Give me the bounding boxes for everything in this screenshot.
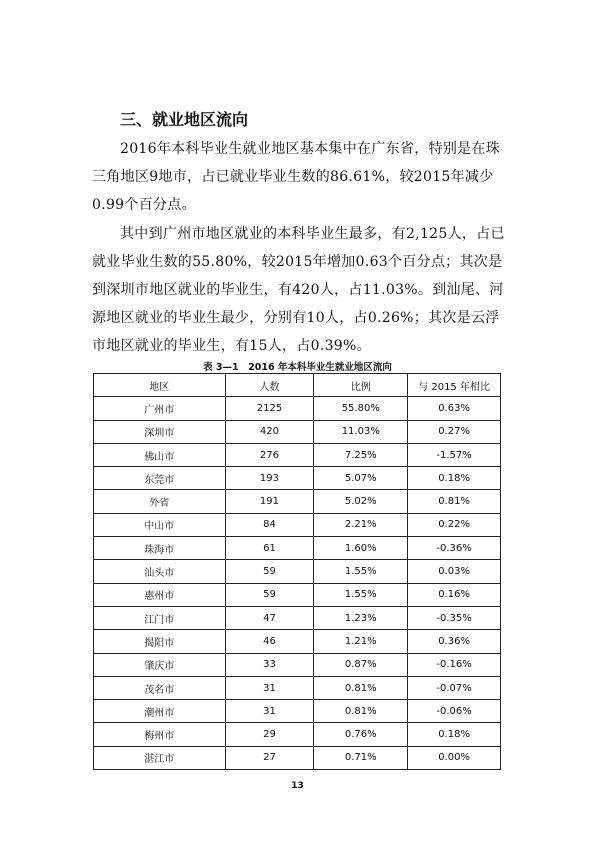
cell-ratio: 11.03% [314, 420, 408, 443]
cell-count: 84 [225, 513, 314, 536]
table-row [94, 583, 501, 606]
table-row [94, 606, 501, 629]
table-row [94, 513, 501, 536]
cell-count: 31 [225, 700, 314, 723]
cell-count: 276 [225, 443, 314, 466]
table-row [94, 397, 501, 420]
table-row [94, 746, 501, 769]
cell-change: -0.07% [408, 676, 501, 699]
cell-region: 中山市 [94, 513, 226, 536]
cell-change: 0.63% [408, 397, 501, 420]
cell-count: 31 [225, 676, 314, 699]
cell-region: 潮州市 [94, 700, 226, 723]
page-number: 13 [291, 781, 304, 791]
employment-region-table [93, 373, 501, 770]
cell-region: 东莞市 [94, 467, 226, 490]
table-row [94, 537, 501, 560]
cell-ratio: 1.55% [314, 583, 408, 606]
cell-ratio: 1.21% [314, 630, 408, 653]
cell-count: 59 [225, 583, 314, 606]
cell-ratio: 7.25% [314, 443, 408, 466]
cell-ratio: 5.07% [314, 467, 408, 490]
table-row [94, 560, 501, 583]
cell-change: 0.81% [408, 490, 501, 513]
cell-change: 0.22% [408, 513, 501, 536]
cell-region: 珠海市 [94, 537, 226, 560]
cell-change: 0.36% [408, 630, 501, 653]
table-row [94, 630, 501, 653]
cell-change: -0.16% [408, 653, 501, 676]
cell-change: -0.36% [408, 537, 501, 560]
cell-region: 佛山市 [94, 443, 226, 466]
cell-count: 46 [225, 630, 314, 653]
table-row [94, 700, 501, 723]
cell-region: 湛江市 [94, 746, 226, 769]
cell-region: 肇庆市 [94, 653, 226, 676]
cell-count: 61 [225, 537, 314, 560]
cell-region: 茂名市 [94, 676, 226, 699]
cell-ratio: 0.81% [314, 676, 408, 699]
cell-change: 0.03% [408, 560, 501, 583]
section-title: 三、就业地区流向 [120, 110, 249, 129]
cell-ratio: 1.60% [314, 537, 408, 560]
header-region: 地区 [94, 374, 226, 397]
header-ratio: 比例 [314, 374, 408, 397]
cell-change: 0.16% [408, 583, 501, 606]
cell-region: 深圳市 [94, 420, 226, 443]
cell-count: 47 [225, 606, 314, 629]
cell-ratio: 0.81% [314, 700, 408, 723]
table-row [94, 420, 501, 443]
cell-count: 29 [225, 723, 314, 746]
cell-ratio: 1.23% [314, 606, 408, 629]
cell-change: -0.35% [408, 606, 501, 629]
cell-region: 揭阳市 [94, 630, 226, 653]
header-change: 与 2015 年相比 [408, 374, 501, 397]
cell-count: 191 [225, 490, 314, 513]
cell-change: 0.00% [408, 746, 501, 769]
table-row [94, 443, 501, 466]
cell-change: -0.06% [408, 700, 501, 723]
cell-region: 外省 [94, 490, 226, 513]
cell-ratio: 55.80% [314, 397, 408, 420]
table-row [94, 490, 501, 513]
paragraph-2: 其中到广州市地区就业的本科毕业生最多，有2,125人，占已就业毕业生数的55.80%，较2015年增加0.63个百分点；其次是到深圳市地区就业的毕业生，有420人，占11.03%。到汕尾、河源地区就业的毕业生最少，分别有10人，占0.26%；其次是云浮市地区就业的毕业生，有15人，占0.39%。 [92, 226, 505, 354]
cell-count: 193 [225, 467, 314, 490]
cell-ratio: 2.21% [314, 513, 408, 536]
cell-ratio: 0.76% [314, 723, 408, 746]
cell-count: 33 [225, 653, 314, 676]
cell-region: 汕头市 [94, 560, 226, 583]
cell-change: 0.27% [408, 420, 501, 443]
cell-ratio: 5.02% [314, 490, 408, 513]
cell-region: 惠州市 [94, 583, 226, 606]
cell-change: 0.18% [408, 723, 501, 746]
cell-count: 420 [225, 420, 314, 443]
table-row [94, 723, 501, 746]
cell-count: 27 [225, 746, 314, 769]
cell-change: 0.18% [408, 467, 501, 490]
cell-count: 2125 [225, 397, 314, 420]
cell-ratio: 0.87% [314, 653, 408, 676]
paragraph-1: 2016年本科毕业生就业地区基本集中在广东省，特别是在珠三角地区9地市，占已就业毕业生数的86.61%，较2015年减少0.99个百分点。 [92, 141, 501, 213]
table-header-row [94, 374, 501, 397]
header-count: 人数 [225, 374, 314, 397]
table-row [94, 653, 501, 676]
cell-region: 广州市 [94, 397, 226, 420]
table-row [94, 467, 501, 490]
cell-ratio: 1.55% [314, 560, 408, 583]
cell-change: -1.57% [408, 443, 501, 466]
cell-region: 梅州市 [94, 723, 226, 746]
cell-ratio: 0.71% [314, 746, 408, 769]
table-row [94, 676, 501, 699]
cell-region: 江门市 [94, 606, 226, 629]
cell-count: 59 [225, 560, 314, 583]
table-caption: 表 3—1 2016 年本科毕业生就业地区流向 [203, 362, 392, 373]
